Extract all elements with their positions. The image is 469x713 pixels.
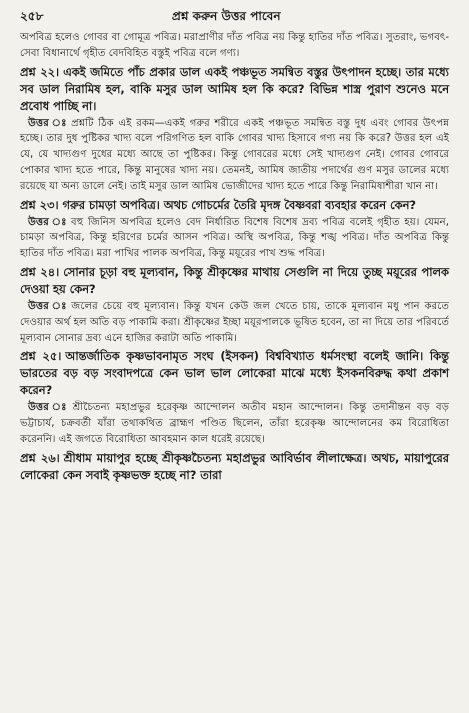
question-23 bbox=[20, 197, 449, 214]
question-23-text: গরুর চামড়া অপবিত্র। অথচ গোচর্মের তৈরি মৃদঙ্গ বৈষ্ণবরা ব্যবহার করেন কেন? bbox=[62, 197, 417, 212]
question-26-label: প্রশ্ন ২৬। bbox=[20, 450, 60, 465]
question-26-text: শ্রীধাম মায়াপুর হচ্ছে শ্রীকৃষ্ণচৈতন্য মহাপ্রভুর আবির্ভাব লীলাক্ষেত্র। অথচ, মায়াপুরের লোকেরা কেন সবাই কৃষ্ণভক্ত হচ্ছে না? তারা bbox=[20, 450, 449, 482]
answer-25-label: উত্তর ঃ bbox=[28, 402, 70, 414]
page-header bbox=[20, 8, 449, 30]
answer-25-text: শ্রীচৈতন্য মহাপ্রভুর হরেকৃষ্ণ আন্দোলন অতীব মহান আন্দোলন। কিন্তু তদানীন্তন বড় বড় ভট্টাচার্য, চক্রবর্তী যাঁরা তথাকথিত ব্রাহ্মণ পণ্ডিত ছিলেন, তাঁরা হরেকৃষ্ণ আন্দোলনের কম বিরোধিতা করেননি। এই জগতে বিরোধিতা আবহমান কাল ধরেই রয়েছে। bbox=[20, 402, 449, 445]
question-24-text: সোনার চূড়া বহু মূল্যবান, কিন্তু শ্রীকৃষ্ণের মাথায় সেগুলি না দিয়ে তুচ্ছ ময়ূরের পালক দেওয়া হয় কেন? bbox=[20, 264, 449, 296]
question-22-text: একই জমিতে পাঁচ প্রকার ডাল একই পঞ্চভূত সমন্বিত বস্তুর উৎপাদন হচ্ছে। তার মধ্যে সব ডাল নিরামিষ হল, বাকি মসুর ডাল আমিষ হল কি করে? বিভিন্ন শাস্ত্র পুরাণ শুনেও মনে প্রবোধ পাচ্ছি না। bbox=[20, 64, 449, 113]
question-26 bbox=[20, 450, 449, 484]
answer-24 bbox=[20, 299, 449, 346]
intro-paragraph: অপবিত্র হলেও গোবর বা গোমূত্র পবিত্র। মরাপ্রাণীর দাঁত পবিত্র নয় কিন্তু হাতির দাঁত পবিত্র। সুতরাং, ভগবৎ-সেবা বিধানার্থে গৃহীত বেদবিহিত বস্তুই পবিত্র বলে গণ্য। bbox=[20, 32, 449, 59]
page-number: ২৫৮ bbox=[20, 9, 44, 23]
answer-23-text: বহু জিনিস অপবিত্র হলেও বেদ নির্ধারিত বিশেষ বিশেষ দ্রব্য পবিত্র বলেই গৃহীত হয়। যেমন, চামড়া অপবিত্র, কিন্তু হরিণের চর্মের আসন পবিত্র। অস্থি অপবিত্র, কিন্তু শঙ্খ পবিত্র। দাঁত অপবিত্র কিন্তু হাতির দাঁত পবিত্র। মরা পাখির পালক অপবিত্র, কিন্তু ময়ূরের পাখ শুদ্ধ পবিত্র। bbox=[20, 216, 449, 260]
question-23-label: প্রশ্ন ২৩। bbox=[20, 197, 59, 212]
answer-22-text: প্রশ্নটি ঠিক এই রকম—একই গরুর শরীরে একই পঞ্চভূত সমন্বিত বস্তু দুধ এবং গোবর উৎপন্ন হচ্ছে। তার দুধ পুষ্টিকর খাদ্য বলে পরিগণিত হল বাকি গোবর খাদ্য হিসাবে গণ্য নয় কি করে? উত্তর হল এই যে, যে খাদ্যগুণ দুধের মধ্যে আছে তা পুষ্টিকর। কিন্তু গোবরের মধ্যে সেই খাদ্যগুণ নেই। গোবর গোবরে পোকার খাদ্য হতে পারে, কিন্তু মানুষের খাদ্য নয়। তেমনই, আমিষ জাতীয় পদার্থের গুণ মসুর ডালের মধ্যে রয়েছে যা অন্য ডালে নেই। তাই মসুর ডাল আমিষ ভোজীদের খাদ্য হতে পারে কিন্তু নিরামিষাশীরা খান না। bbox=[20, 117, 449, 192]
question-24-label: প্রশ্ন ২৪। bbox=[20, 264, 60, 279]
question-25 bbox=[20, 348, 449, 399]
answer-23-label: উত্তর ঃ bbox=[28, 216, 69, 228]
question-25-label: প্রশ্ন ২৫। bbox=[20, 349, 62, 364]
question-22 bbox=[20, 64, 449, 115]
question-25-text: আন্তর্জাতিক কৃষ্ণভাবনামৃত সংঘ (ইসকন) বিশ্ববিখ্যাত ধর্মসংস্থা বলেই জানি। কিন্তু ভারতের বড় বড় সংবাদপত্রে কেন ভাল ভাল লোকেরা মাঝে মধ্যে ইসকনবিরুদ্ধ কথা প্রকাশ করেন? bbox=[20, 349, 449, 398]
question-22-label: প্রশ্ন ২২। bbox=[20, 64, 60, 79]
answer-25 bbox=[20, 400, 449, 447]
answer-23 bbox=[20, 215, 449, 262]
question-24 bbox=[20, 264, 449, 298]
answer-24-text: জলের চেয়ে বহু মূল্যবান। কিন্তু যখন কেউ জল খেতে চায়, তাকে মূল্যবান মধু পান করতে দেওয়ার অর্থ হল অতি বড় পাকামি করা। শ্রীকৃষ্ণের ইচ্ছা ময়ূরপালকে ভূষিত হবেন, তা না দিয়ে তার পরিবর্তে মূল্যবান সোনার দ্রব্য এনে হাজির করাটা অতি পাকামি। bbox=[20, 300, 449, 344]
answer-24-label: উত্তর ঃ bbox=[28, 300, 69, 312]
page-body bbox=[20, 30, 449, 484]
answer-22 bbox=[20, 116, 449, 195]
running-title: প্রশ্ন করুন উত্তর পাবেন bbox=[171, 9, 281, 23]
answer-22-label: উত্তর ঃ bbox=[28, 117, 69, 129]
